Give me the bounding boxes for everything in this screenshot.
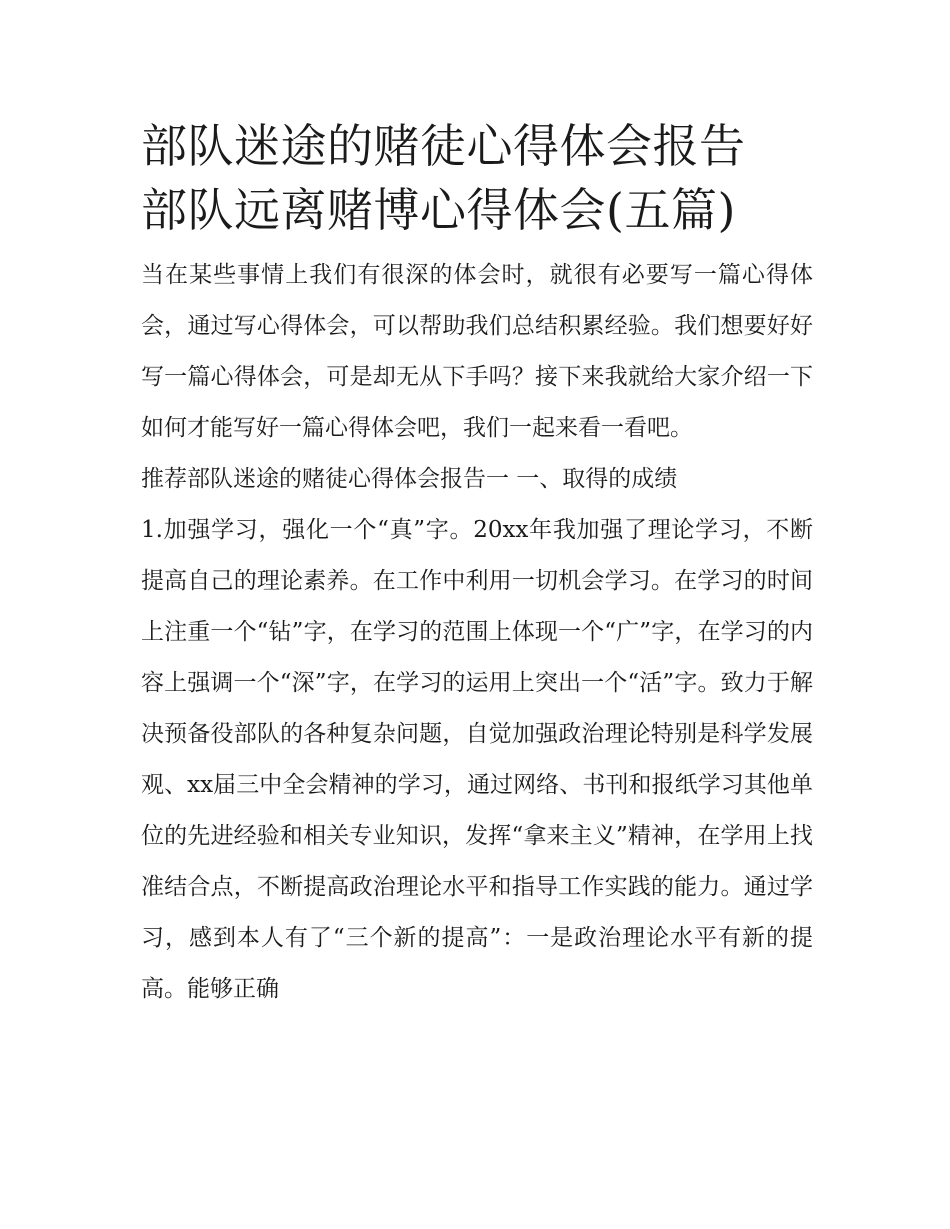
body-paragraph: 1.加强学习，强化一个“真”字。20xx年我加强了理论学习，不断提高自己的理论素养。在工作中利用一切机会学习。在学习的时间上注重一个“钻”字，在学习的范围上体现一个“广”字，在学习的内容上强调一个“深”字，在学习的运用上突出一个“活”字。致力于解决预备役部队的各种复杂问题，自觉加强政治理论特别是科学发展观、xx届三中全会精神的学习，通过网络、书刊和报纸学习其他单位的先进经验和相关专业知识，发挥“拿来主义”精神，在学用上找准结合点，不断提高政治理论水平和指导工作实践的能力。通过学习，感到本人有了“三个新的提高”：一是政治理论水平有新的提高。能够正确 xyxy=(141,517,813,1002)
document-title xyxy=(141,114,813,242)
intro-paragraph: 当在某些事情上我们有很深的体会时，就很有必要写一篇心得体会，通过写心得体会，可以帮助我们总结积累经验。我们想要好好写一篇心得体会，可是却无从下手吗？接下来我就给大家介绍一下如何才能写好一篇心得体会吧，我们一起来看一看吧。 xyxy=(141,262,813,441)
title-line-1: 部队迷途的赌徒心得体会报告 xyxy=(141,119,746,173)
section-heading-paragraph: 推荐部队迷途的赌徒心得体会报告一 一、取得的成绩 xyxy=(141,466,678,492)
document-body xyxy=(141,114,813,1015)
title-line-2: 部队远离赌博心得体会(五篇) xyxy=(141,183,736,237)
